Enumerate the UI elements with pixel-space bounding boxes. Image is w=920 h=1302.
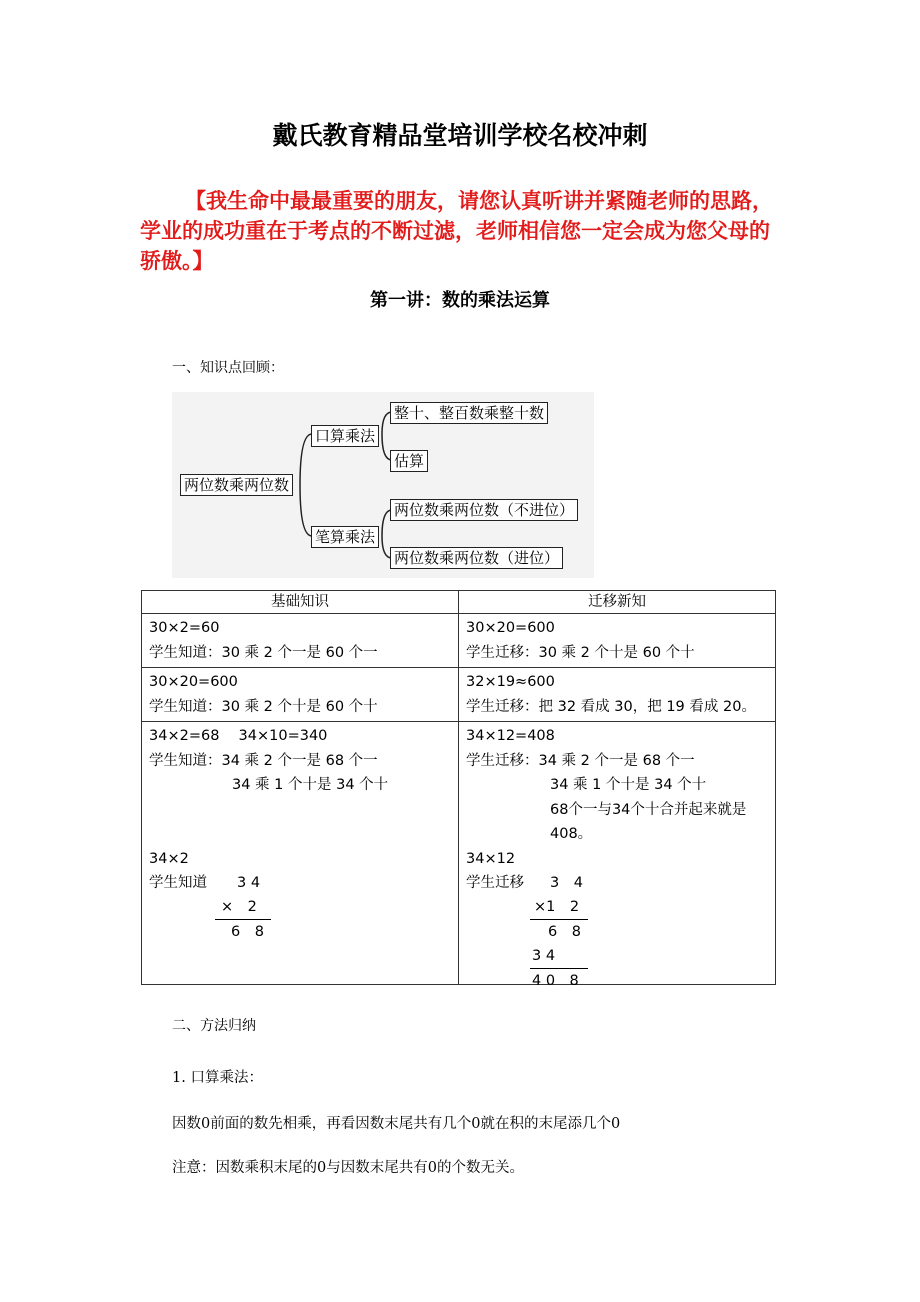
tree-branch-written: 笔算乘法 [311,526,379,548]
header-basic-knowledge: 基础知识 [142,591,459,614]
cell-line: 学生知道 [149,875,207,891]
calc-line: 3 4 [237,875,261,891]
cell-line: 34 乘 1 个十是 34 个十 [550,777,707,793]
cell-line: 学生迁移：30 乘 2 个十是 60 个十 [466,644,695,661]
cell-line: 68个一与34个十合并起来就是 [550,801,747,818]
calc-line: 4 0 8 [532,973,579,989]
calc-line: 6 8 [548,924,581,940]
cell-line: 学生知道：30 乘 2 个十是 60 个十 [149,698,378,715]
table-row [142,668,776,722]
table-row [142,722,776,985]
motto-paragraph: 【我生命中最最重要的朋友，请您认真听讲并紧随老师的思路，学业的成功重在于考点的不断过滤，老师相信您一定会成为您父母的骄傲。】 [140,189,773,273]
cell-line: 30×2=60 [149,620,220,636]
tree-leaf-no-carry: 两位数乘两位数（不进位） [390,499,578,521]
table-cell [459,614,776,668]
table-row [142,614,776,668]
table-cell [142,614,459,668]
cell-line: 学生知道：30 乘 2 个一是 60 个一 [149,644,378,661]
section-heading-methods: 二、方法归纳 [172,1018,256,1034]
vertical-multiplication-right [466,871,768,989]
cell-line: 34×12 [466,850,516,867]
vertical-multiplication-left [149,871,451,971]
calc-line: 3 4 [550,875,583,891]
cell-line: 34 乘 1 个十是 34 个十 [232,777,389,793]
cell-line: 学生迁移：34 乘 2 个一是 68 个一 [466,752,695,769]
header-transfer-knowledge: 迁移新知 [459,591,776,614]
cell-line: 30×20=600 [149,674,238,690]
tree-branch-oral: 口算乘法 [311,425,379,447]
calc-line: 6 8 [231,924,264,940]
note-text: 注意：因数乘积末尾的0与因数末尾共有0的个数无关。 [172,1160,524,1176]
cell-line: 34×12=408 [466,728,555,744]
knowledge-table [141,590,776,989]
section-heading-review: 一、知识点回顾： [172,360,284,376]
cell-line: 34×2 [149,850,189,867]
tree-root-box: 两位数乘两位数 [180,474,293,496]
calc-line: × 2 [221,899,257,915]
table-header-row [142,591,776,614]
cell-line: 学生迁移：把 32 看成 30，把 19 看成 20。 [466,698,756,715]
tree-leaf-whole-tens: 整十、整百数乘整十数 [390,402,548,424]
cell-line: 30×20=600 [466,620,555,636]
cell-line: 408。 [550,826,593,842]
cell-line: 32×19≈600 [466,674,555,690]
document-title: 戴氏教育精品堂培训学校名校冲刺 [272,121,648,150]
table-cell [142,668,459,722]
table-cell [142,722,459,985]
item-oral-multiplication: 1. 口算乘法： [172,1070,263,1086]
concept-tree-diagram [172,392,594,578]
rule-text: 因数0前面的数先相乘，再看因数末尾共有几个0就在积的末尾添几个0 [172,1116,621,1132]
calc-line: 3 4 [532,948,556,964]
table-cell [459,668,776,722]
tree-leaf-carry: 两位数乘两位数（进位） [390,547,563,569]
cell-line: 34×2=68 34×10=340 [149,728,328,744]
lecture-title: 第一讲：数的乘法运算 [370,290,550,311]
calc-line: ×1 2 [534,899,580,915]
table-cell [459,722,776,989]
tree-leaf-estimate: 估算 [390,450,428,472]
cell-line: 学生迁移 [466,875,524,891]
cell-line: 学生知道：34 乘 2 个一是 68 个一 [149,752,378,769]
